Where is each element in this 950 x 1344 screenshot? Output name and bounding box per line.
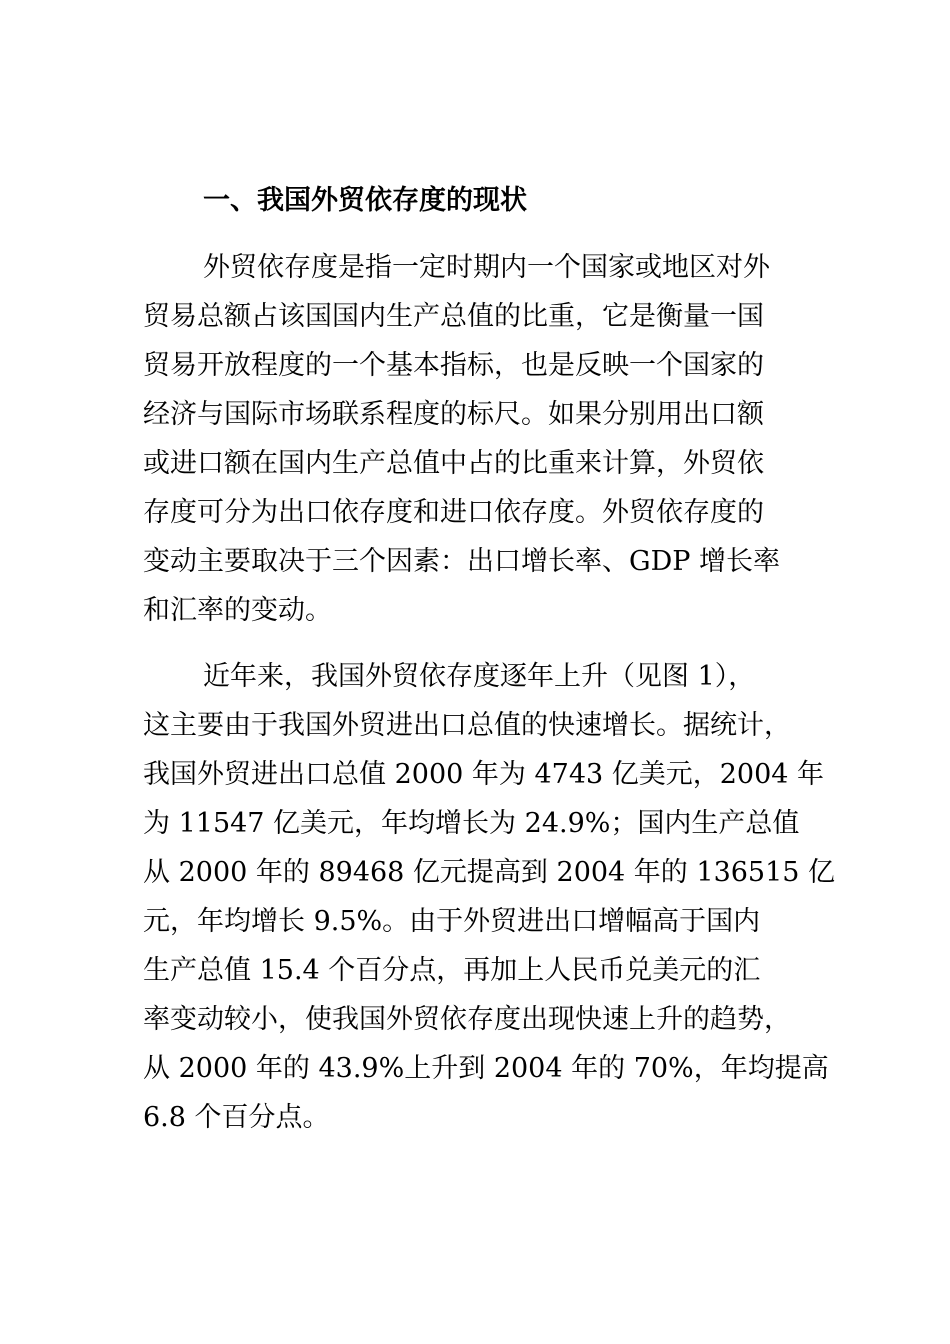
paragraph-line: 外贸依存度是指一定时期内一个国家或地区对外 (203, 252, 770, 283)
paragraph-line: 我国外贸进出口总值 2000 年为 4743 亿美元，2004 年 (143, 759, 825, 790)
paragraph-line: 贸易开放程度的一个基本指标，也是反映一个国家的 (143, 350, 764, 381)
paragraph-line: 贸易总额占该国国内生产总值的比重，它是衡量一国 (143, 301, 764, 332)
section-heading: 一、我国外贸依存度的现状 (203, 185, 527, 216)
paragraph-line: 经济与国际市场联系程度的标尺。如果分别用出口额 (143, 399, 764, 430)
paragraph-line: 率变动较小，使我国外贸依存度出现快速上升的趋势， (143, 1004, 791, 1035)
paragraph-line: 从 2000 年的 43.9%上升到 2004 年的 70%，年均提高 (143, 1053, 829, 1084)
paragraph-line: 近年来，我国外贸依存度逐年上升（见图 1）， (203, 661, 756, 692)
paragraph-line: 变动主要取决于三个因素：出口增长率、GDP 增长率 (143, 546, 780, 577)
paragraph-definition (143, 243, 843, 635)
paragraph-line: 为 11547 亿美元，年均增长为 24.9%；国内生产总值 (143, 808, 800, 839)
paragraph-line: 或进口额在国内生产总值中占的比重来计算，外贸依 (143, 448, 764, 479)
paragraph-line: 6.8 个百分点。 (143, 1102, 330, 1133)
paragraph-line: 和汇率的变动。 (143, 595, 332, 626)
paragraph-line: 存度可分为出口依存度和进口依存度。外贸依存度的 (143, 497, 764, 528)
paragraph-recent-trend (143, 652, 843, 1142)
paragraph-line: 元，年均增长 9.5%。由于外贸进出口增幅高于国内 (143, 906, 761, 937)
paragraph-line: 从 2000 年的 89468 亿元提高到 2004 年的 136515 亿 (143, 857, 836, 888)
paragraph-line: 生产总值 15.4 个百分点，再加上人民币兑美元的汇 (143, 955, 761, 986)
paragraph-line: 这主要由于我国外贸进出口总值的快速增长。据统计， (143, 710, 791, 741)
